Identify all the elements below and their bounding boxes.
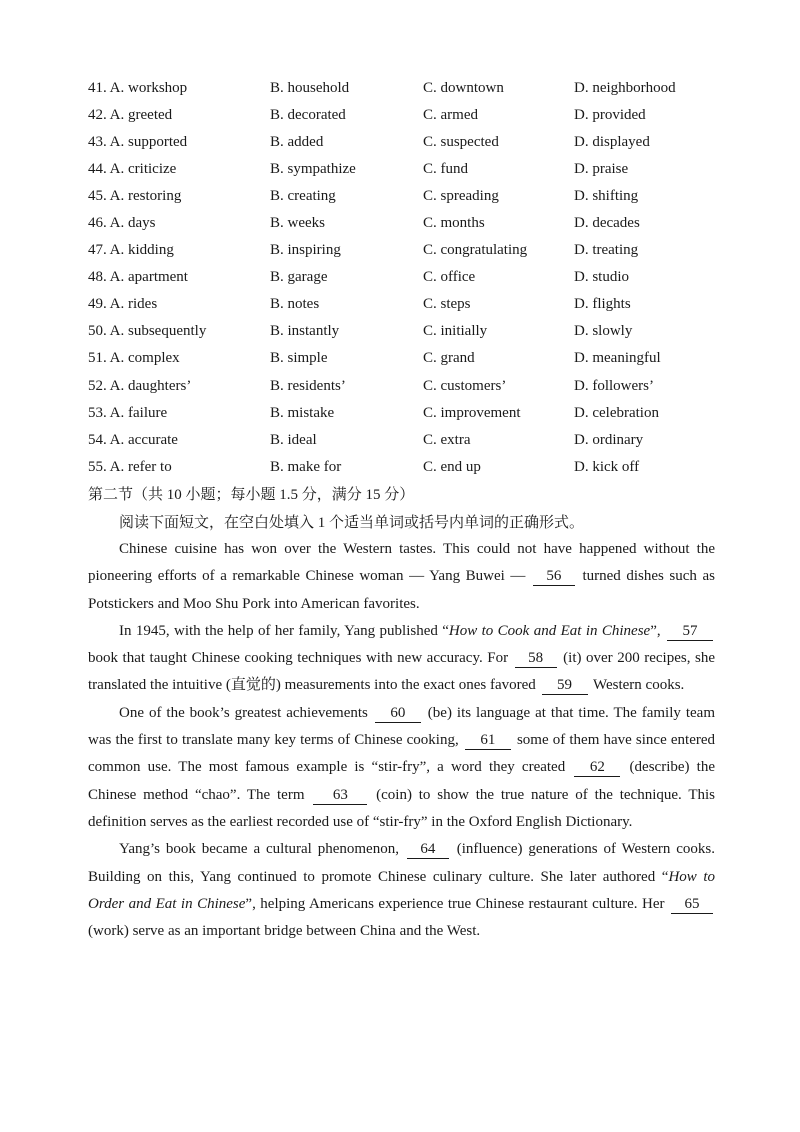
option-c: C. congratulating: [423, 242, 528, 259]
option-b: B. creating: [270, 188, 336, 205]
option-b: B. notes: [270, 296, 320, 313]
option-a: 45. A. restoring: [88, 188, 182, 205]
option-d: D. treating: [574, 242, 639, 259]
option-b: B. ideal: [270, 431, 317, 448]
option-a: 51. A. complex: [88, 350, 180, 367]
question-row: [88, 294, 728, 321]
option-a: 46. A. days: [88, 215, 156, 232]
question-row: [88, 186, 728, 213]
option-c: C. spreading: [423, 188, 499, 205]
option-d: D. followers’: [574, 377, 654, 394]
option-a: 44. A. criticize: [88, 161, 177, 178]
option-d: D. celebration: [574, 404, 659, 421]
option-c: C. downtown: [423, 80, 504, 96]
passage: [88, 536, 715, 945]
question-row: [88, 376, 728, 403]
option-d: D. ordinary: [574, 431, 644, 448]
question-row: [88, 403, 728, 430]
blank-59: 59: [542, 677, 588, 695]
option-b: B. simple: [270, 350, 328, 367]
option-a: 42. A. greeted: [88, 107, 173, 124]
option-c: C. suspected: [423, 134, 499, 151]
option-c: C. fund: [423, 161, 468, 178]
blank-60: 60: [375, 705, 421, 723]
option-a: 48. A. apartment: [88, 269, 188, 286]
paragraph-1: Chinese cuisine has won over the Western tastes. This could not have happened without the pioneering efforts of a remarkable Chinese woman — Yang Buwei — 56 turned dishes such as Potstickers and Moo Shu Pork into American favorites.: [88, 541, 715, 612]
option-c: C. steps: [423, 296, 471, 313]
option-d: D. provided: [574, 107, 646, 124]
option-b: B. inspiring: [270, 242, 341, 259]
option-b: B. make for: [270, 458, 342, 475]
question-row: [88, 159, 728, 186]
question-row: [88, 348, 728, 375]
option-b: B. mistake: [270, 404, 335, 421]
question-row: [88, 213, 728, 240]
option-c: C. end up: [423, 458, 481, 475]
option-d: D. meaningful: [574, 350, 661, 367]
option-d: D. neighborhood: [574, 80, 676, 96]
book-title: How to Cook and Eat in Chinese: [448, 622, 651, 639]
option-b: B. weeks: [270, 215, 325, 232]
paragraph-4: Yang’s book became a cultural phenomenon, 64 (influence) generations of Western cooks. Building on this, Yang continued to promote Chinese culinary culture. She later authored “How to Order and Eat in Chinese”, helping Americans experience true Chinese restaurant culture. Her 65 (work) serve as an important bridge between China and the West.: [88, 841, 715, 940]
option-a: 53. A. failure: [88, 404, 168, 421]
option-d: D. displayed: [574, 134, 650, 151]
blank-56: 56: [533, 568, 575, 586]
option-a: 41. A. workshop: [88, 80, 188, 96]
option-a: 49. A. rides: [88, 296, 158, 313]
question-row: [88, 267, 728, 294]
option-b: B. garage: [270, 269, 328, 286]
question-row: [88, 457, 728, 484]
option-c: C. office: [423, 269, 476, 286]
option-b: B. residents’: [270, 377, 346, 394]
question-row: [88, 240, 728, 267]
option-d: D. studio: [574, 269, 630, 286]
option-a: 47. A. kidding: [88, 242, 174, 259]
blank-57: 57: [667, 623, 713, 641]
option-d: D. decades: [574, 215, 640, 232]
question-row: [88, 321, 728, 348]
question-row: [88, 78, 728, 105]
option-c: C. improvement: [423, 404, 521, 421]
option-d: D. praise: [574, 161, 629, 178]
blank-58: 58: [515, 650, 557, 668]
option-list: [88, 78, 728, 484]
blank-61: 61: [465, 732, 511, 750]
blank-65: 65: [671, 896, 713, 914]
option-d: D. flights: [574, 296, 631, 313]
section-instruction: 阅读下面短文，在空白处填入 1 个适当单词或括号内单词的正确形式。: [119, 515, 585, 531]
paragraph-2: In 1945, with the help of her family, Yang published “How to Cook and Eat in Chinese”, 57 book that taught Chinese cooking techniques with new accuracy. For 58 (it) over 200 recipes, she translated the intuitive (直觉的) measurements into the exact ones favored 59 Western cooks.: [88, 622, 715, 694]
option-c: C. initially: [423, 323, 488, 340]
option-a: 50. A. subsequently: [88, 323, 207, 340]
blank-62: 62: [574, 759, 620, 777]
option-c: C. customers’: [423, 377, 507, 394]
option-d: D. kick off: [574, 458, 640, 475]
question-row: [88, 132, 728, 159]
option-d: D. shifting: [574, 188, 639, 205]
option-a: 52. A. daughters’: [88, 377, 192, 394]
option-a: 54. A. accurate: [88, 431, 178, 448]
option-b: B. added: [270, 134, 324, 151]
option-b: B. instantly: [270, 323, 340, 340]
blank-64: 64: [407, 841, 449, 859]
option-b: B. household: [270, 80, 350, 96]
option-d: D. slowly: [574, 323, 633, 340]
option-c: C. armed: [423, 107, 478, 124]
option-b: B. decorated: [270, 107, 346, 124]
book-title: How to Order and Eat in Chinese: [88, 868, 715, 912]
option-c: C. extra: [423, 431, 471, 448]
option-c: C. grand: [423, 350, 475, 367]
section-title: 第二节（共 10 小题；每小题 1.5 分，满分 15 分）: [88, 487, 415, 503]
option-b: B. sympathize: [270, 161, 356, 178]
option-c: C. months: [423, 215, 485, 232]
option-a: 55. A. refer to: [88, 458, 172, 475]
question-row: [88, 105, 728, 132]
paragraph-3: One of the book’s greatest achievements 60 (be) its language at that time. The family team was the first to translate many key terms of Chinese cooking, 61 some of them have since entered common use. The most famous example is “stir-fry”, a word they created 62 (describe) the Chinese method “chao”. The term 63 (coin) to show the true nature of the technique. This definition serves as the earliest recorded use of “stir-fry” in the Oxford English Dictionary.: [88, 704, 716, 830]
blank-63: 63: [313, 787, 367, 805]
question-row: [88, 430, 728, 457]
option-a: 43. A. supported: [88, 134, 188, 151]
